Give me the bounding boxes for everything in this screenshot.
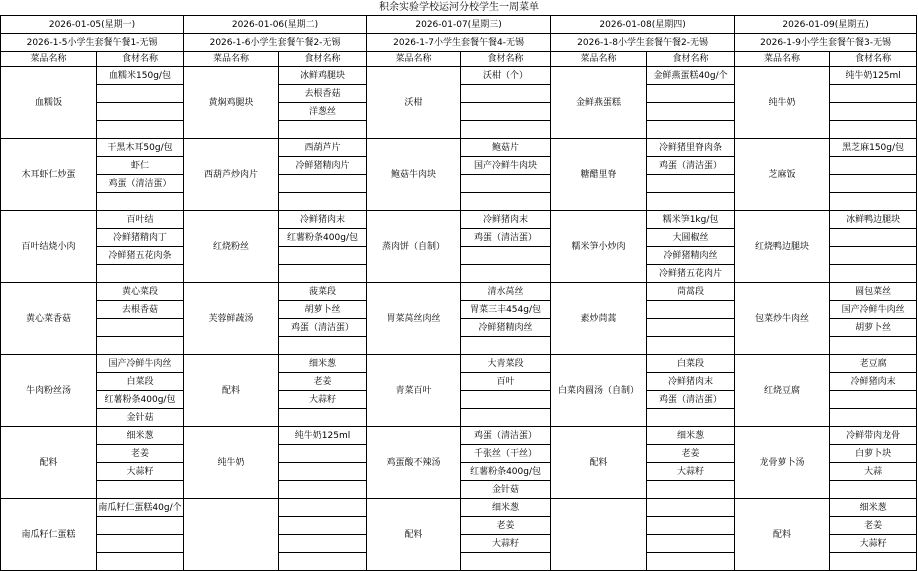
dish-name-cell: 配料 <box>367 499 461 571</box>
ingredient-cell <box>97 319 184 337</box>
dish-name-cell: 素炒茼蒿 <box>551 283 647 355</box>
dish-name-cell: 蒸肉饼（自制） <box>367 211 461 283</box>
dish-name-cell: 红烧粉丝 <box>184 211 279 283</box>
date-header-row <box>1 16 917 34</box>
ingredient-cell: 去根香菇 <box>97 301 184 319</box>
ingredient-cell <box>461 103 551 121</box>
ingredient-cell <box>647 103 735 121</box>
ingredient-cell: 胃菜三丰454g/包 <box>461 301 551 319</box>
ingredient-cell: 大蒜籽 <box>461 535 551 553</box>
dish-row <box>1 499 917 517</box>
dish-name-cell: 配料 <box>735 499 830 571</box>
ingredient-cell: 南瓜籽仁蛋糕40g/个 <box>97 499 184 517</box>
ingredient-cell: 黄心菜段 <box>97 283 184 301</box>
dish-name-cell: 木耳虾仁炒蛋 <box>1 139 97 211</box>
dish-row <box>1 355 917 373</box>
ingredient-cell: 糯米笋1kg/包 <box>647 211 735 229</box>
ingredient-cell <box>97 337 184 355</box>
ingredient-cell <box>830 157 917 175</box>
ingredient-cell <box>830 409 917 427</box>
dish-name-cell: 红烧鸭边腿块 <box>735 211 830 283</box>
dish-name-cell: 红烧豆腐 <box>735 355 830 427</box>
ingredient-cell <box>647 535 735 553</box>
ingredient-cell: 西葫芦片 <box>279 139 367 157</box>
ingredient-cell: 冰鲜鸭边腿块 <box>830 211 917 229</box>
ingredient-cell <box>461 193 551 211</box>
dish-name-cell <box>551 499 647 571</box>
ingredient-cell <box>279 499 367 517</box>
ingredient-cell <box>279 175 367 193</box>
ingredient-cell: 大蒜 <box>830 463 917 481</box>
ingredient-cell <box>830 121 917 139</box>
dish-name-cell <box>184 499 279 571</box>
day-date-cell: 2026-01-08(星期四) <box>551 16 735 34</box>
dish-name-cell: 沃柑 <box>367 67 461 139</box>
dish-name-cell: 牛肉粉丝汤 <box>1 355 97 427</box>
ingredient-cell: 去根香菇 <box>279 85 367 103</box>
dish-name-cell: 南瓜籽仁蛋糕 <box>1 499 97 571</box>
ingredient-cell: 黑芝麻150g/包 <box>830 139 917 157</box>
ingredient-cell <box>647 553 735 571</box>
dish-column-header: 菜品名称 <box>551 52 647 67</box>
ingredient-cell <box>97 535 184 553</box>
ingredient-cell: 国产冷鲜牛肉丝 <box>830 301 917 319</box>
ingredient-cell: 大青菜段 <box>461 355 551 373</box>
dish-name-cell: 芙蓉鲜蔬汤 <box>184 283 279 355</box>
ingredient-cell <box>647 175 735 193</box>
ingredient-column-header: 食材名称 <box>647 52 735 67</box>
dish-name-cell: 芝麻饭 <box>735 139 830 211</box>
ingredient-cell <box>830 85 917 103</box>
day-menu-cell: 2026-1-9小学生套餐午餐3-无锡 <box>735 34 917 52</box>
ingredient-cell <box>97 121 184 139</box>
dish-name-cell: 血糯饭 <box>1 67 97 139</box>
ingredient-cell: 细米葱 <box>97 427 184 445</box>
ingredient-cell <box>830 265 917 283</box>
ingredient-cell: 金针菇 <box>97 409 184 427</box>
dish-column-header: 菜品名称 <box>367 52 461 67</box>
ingredient-cell <box>647 121 735 139</box>
ingredient-cell: 胡萝卜丝 <box>279 301 367 319</box>
dish-name-cell: 纯牛奶 <box>184 427 279 499</box>
ingredient-cell: 细米葱 <box>647 427 735 445</box>
ingredient-cell <box>647 85 735 103</box>
day-menu-cell: 2026-1-5小学生套餐午餐1-无锡 <box>1 34 184 52</box>
dish-column-header: 菜品名称 <box>1 52 97 67</box>
ingredient-cell: 冷鲜猪肉末 <box>279 211 367 229</box>
ingredient-cell: 冷鲜猪精肉丁 <box>97 229 184 247</box>
ingredient-cell: 鸡蛋（清洁蛋） <box>279 319 367 337</box>
ingredient-cell <box>461 409 551 427</box>
dish-name-cell: 配料 <box>551 427 647 499</box>
ingredient-cell: 圆包菜丝 <box>830 283 917 301</box>
ingredient-cell <box>830 391 917 409</box>
dish-name-cell: 西葫芦炒肉片 <box>184 139 279 211</box>
ingredient-cell: 白菜段 <box>97 373 184 391</box>
ingredient-cell: 冷鲜猪里脊肉条 <box>647 139 735 157</box>
ingredient-cell <box>461 121 551 139</box>
dish-name-cell: 百叶结烧小肉 <box>1 211 97 283</box>
dish-column-header: 菜品名称 <box>735 52 830 67</box>
ingredient-cell: 大蒜籽 <box>830 535 917 553</box>
ingredient-cell: 胡萝卜丝 <box>830 319 917 337</box>
sheet-title: 积余实验学校运河分校学生一周菜单 <box>379 2 539 13</box>
menu-name-row <box>1 34 917 52</box>
ingredient-column-header: 食材名称 <box>830 52 917 67</box>
ingredient-cell <box>97 193 184 211</box>
ingredient-cell <box>647 409 735 427</box>
dish-name-cell: 青菜百叶 <box>367 355 461 427</box>
ingredient-column-header: 食材名称 <box>461 52 551 67</box>
ingredient-cell: 冷鲜猪肉末 <box>830 373 917 391</box>
ingredient-cell <box>830 175 917 193</box>
ingredient-cell: 白菜段 <box>647 355 735 373</box>
ingredient-cell: 老姜 <box>461 517 551 535</box>
ingredient-cell <box>279 337 367 355</box>
ingredient-cell: 老姜 <box>279 373 367 391</box>
ingredient-cell: 大蒜籽 <box>97 463 184 481</box>
ingredient-cell: 菠菜段 <box>279 283 367 301</box>
ingredient-cell: 百叶结 <box>97 211 184 229</box>
ingredient-cell: 细米葱 <box>279 355 367 373</box>
ingredient-cell <box>461 265 551 283</box>
dish-row <box>1 67 917 85</box>
ingredient-cell: 大蒜籽 <box>279 391 367 409</box>
ingredient-cell: 红薯粉条400g/包 <box>279 229 367 247</box>
ingredient-cell <box>97 481 184 499</box>
ingredient-cell: 老姜 <box>647 445 735 463</box>
ingredient-cell: 鸡蛋（清洁蛋） <box>97 175 184 193</box>
ingredient-cell: 大蒜籽 <box>647 463 735 481</box>
ingredient-cell: 国产冷鲜牛肉丝 <box>97 355 184 373</box>
ingredient-cell <box>647 499 735 517</box>
ingredient-cell <box>279 445 367 463</box>
ingredient-cell <box>647 301 735 319</box>
ingredient-cell: 清水莴丝 <box>461 283 551 301</box>
day-date-cell: 2026-01-05(星期一) <box>1 16 184 34</box>
ingredient-cell: 沃柑（个） <box>461 67 551 85</box>
dish-name-cell: 龙骨萝卜汤 <box>735 427 830 499</box>
ingredient-cell: 冷鲜带肉龙骨 <box>830 427 917 445</box>
ingredient-cell: 鲍菇片 <box>461 139 551 157</box>
ingredient-cell: 千张丝（干丝） <box>461 445 551 463</box>
dish-name-cell: 包菜炒牛肉丝 <box>735 283 830 355</box>
ingredient-cell <box>647 319 735 337</box>
dish-name-cell: 纯牛奶 <box>735 67 830 139</box>
ingredient-cell: 鸡蛋（清洁蛋） <box>461 427 551 445</box>
ingredient-cell: 冰鲜鸡腿块 <box>279 67 367 85</box>
ingredient-cell <box>647 517 735 535</box>
ingredient-cell <box>97 265 184 283</box>
dish-row <box>1 139 917 157</box>
ingredient-cell <box>830 103 917 121</box>
ingredient-cell <box>830 337 917 355</box>
ingredient-cell <box>279 517 367 535</box>
ingredient-cell: 老姜 <box>830 517 917 535</box>
ingredient-cell <box>647 337 735 355</box>
ingredient-cell: 纯牛奶125ml <box>830 67 917 85</box>
ingredient-cell: 白萝卜块 <box>830 445 917 463</box>
ingredient-cell: 冷鲜猪五花肉片 <box>647 265 735 283</box>
ingredient-cell: 冷鲜猪五花肉条 <box>97 247 184 265</box>
ingredient-cell <box>279 535 367 553</box>
dish-name-cell: 糯米笋小炒肉 <box>551 211 647 283</box>
ingredient-cell: 金鲜燕蛋糕40g/个 <box>647 67 735 85</box>
ingredient-cell <box>279 481 367 499</box>
ingredient-cell: 虾仁 <box>97 157 184 175</box>
ingredient-cell <box>461 337 551 355</box>
ingredient-cell <box>279 409 367 427</box>
ingredient-cell <box>279 553 367 571</box>
ingredient-cell: 血糯米150g/包 <box>97 67 184 85</box>
ingredient-cell: 洋葱丝 <box>279 103 367 121</box>
ingredient-cell <box>279 121 367 139</box>
day-menu-cell: 2026-1-8小学生套餐午餐2-无锡 <box>551 34 735 52</box>
column-header-row <box>1 52 917 67</box>
dish-row <box>1 283 917 301</box>
ingredient-cell <box>461 247 551 265</box>
dish-name-cell: 金鲜燕蛋糕 <box>551 67 647 139</box>
ingredient-cell: 冷鲜猪精肉片 <box>279 157 367 175</box>
ingredient-cell: 干黑木耳50g/包 <box>97 139 184 157</box>
ingredient-cell: 金针菇 <box>461 481 551 499</box>
ingredient-cell: 老豆腐 <box>830 355 917 373</box>
ingredient-cell: 冷鲜猪肉末 <box>461 211 551 229</box>
dish-name-cell: 配料 <box>184 355 279 427</box>
ingredient-cell <box>647 193 735 211</box>
ingredient-cell: 国产冷鲜牛肉块 <box>461 157 551 175</box>
ingredient-column-header: 食材名称 <box>279 52 367 67</box>
ingredient-cell <box>830 193 917 211</box>
ingredient-cell: 细米葱 <box>830 499 917 517</box>
ingredient-cell <box>97 517 184 535</box>
ingredient-cell: 鸡蛋（清洁蛋） <box>647 391 735 409</box>
ingredient-cell <box>461 175 551 193</box>
ingredient-cell: 纯牛奶125ml <box>279 427 367 445</box>
day-menu-cell: 2026-1-7小学生套餐午餐4-无锡 <box>367 34 551 52</box>
ingredient-cell <box>97 553 184 571</box>
ingredient-cell: 红薯粉条400g/包 <box>461 463 551 481</box>
dish-row <box>1 211 917 229</box>
dish-row <box>1 427 917 445</box>
dish-name-cell: 鸡蛋酸不辣汤 <box>367 427 461 499</box>
day-menu-cell: 2026-1-6小学生套餐午餐2-无锡 <box>184 34 367 52</box>
ingredient-cell <box>461 553 551 571</box>
dish-name-cell: 胃菜莴丝肉丝 <box>367 283 461 355</box>
ingredient-cell <box>461 391 551 409</box>
dish-name-cell: 糖醋里脊 <box>551 139 647 211</box>
dish-name-cell: 配料 <box>1 427 97 499</box>
ingredient-cell: 老姜 <box>97 445 184 463</box>
ingredient-cell: 鸡蛋（清洁蛋） <box>647 157 735 175</box>
ingredient-cell <box>279 265 367 283</box>
ingredient-cell <box>279 463 367 481</box>
ingredient-cell: 冷鲜猪精肉丝 <box>647 247 735 265</box>
day-date-cell: 2026-01-07(星期三) <box>367 16 551 34</box>
ingredient-cell: 鸡蛋（清洁蛋） <box>461 229 551 247</box>
dish-name-cell: 白菜肉圆汤（自制） <box>551 355 647 427</box>
ingredient-cell <box>830 229 917 247</box>
ingredient-cell: 大圆椒丝 <box>647 229 735 247</box>
ingredient-cell <box>830 247 917 265</box>
ingredient-cell <box>279 193 367 211</box>
ingredient-cell: 茼蒿段 <box>647 283 735 301</box>
dish-name-cell: 鲍菇牛肉块 <box>367 139 461 211</box>
dish-column-header: 菜品名称 <box>184 52 279 67</box>
ingredient-cell <box>647 481 735 499</box>
ingredient-cell <box>279 247 367 265</box>
ingredient-cell <box>830 553 917 571</box>
ingredient-cell: 细米葱 <box>461 499 551 517</box>
ingredient-cell: 冷鲜猪肉末 <box>647 373 735 391</box>
ingredient-column-header: 食材名称 <box>97 52 184 67</box>
ingredient-cell <box>830 481 917 499</box>
ingredient-cell: 冷鲜猪精肉丝 <box>461 319 551 337</box>
dish-name-cell: 黄心菜香菇 <box>1 283 97 355</box>
ingredient-cell: 百叶 <box>461 373 551 391</box>
dish-name-cell: 黄焖鸡腿块 <box>184 67 279 139</box>
day-date-cell: 2026-01-09(星期五) <box>735 16 917 34</box>
day-date-cell: 2026-01-06(星期二) <box>184 16 367 34</box>
ingredient-cell <box>97 103 184 121</box>
ingredient-cell: 红薯粉条400g/包 <box>97 391 184 409</box>
ingredient-cell <box>461 85 551 103</box>
ingredient-cell <box>97 85 184 103</box>
menu-table <box>0 15 917 571</box>
